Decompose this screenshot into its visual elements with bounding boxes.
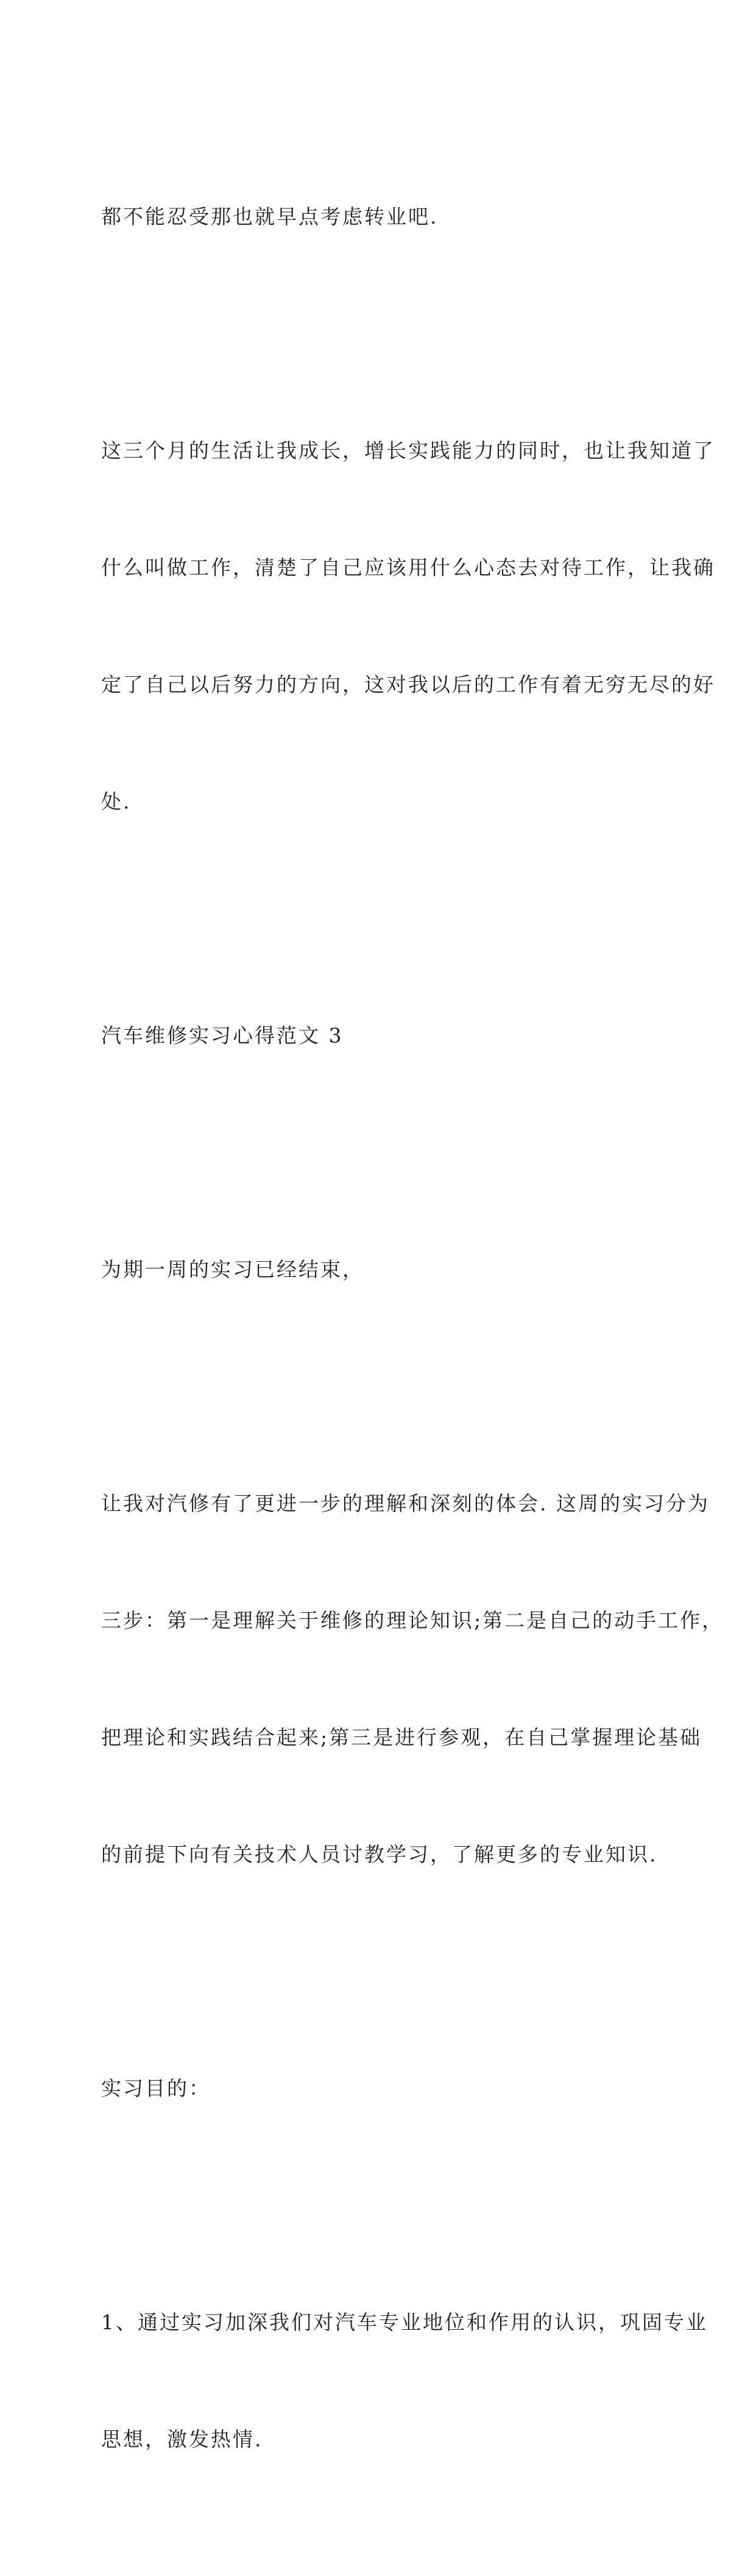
list-item-purpose-1 (101, 2225, 708, 2537)
text-line: 定了自己以后努力的方向，这对我以后的工作有着无穷无尽的好 (101, 673, 715, 696)
text-line: 的前提下向有关技术人员讨教学习，了解更多的专业知识. (101, 1842, 658, 1866)
text-line: 处. (101, 790, 132, 813)
section-heading (101, 938, 662, 1133)
section-title: 汽车维修实习心得范文 3 (101, 1024, 344, 1047)
subheading-purpose (101, 1991, 662, 2186)
text-line: 把理论和实践结合起来;第三是进行参观，在自己掌握理论基础 (101, 1725, 702, 1749)
text-line: 思想，激发热情. (101, 2427, 263, 2451)
paragraph-transfer-note (101, 119, 662, 314)
document-body (101, 119, 724, 2576)
text-line: 都不能忍受那也就早点考虑转业吧. (101, 205, 439, 228)
paragraph-internship-ended (101, 1172, 662, 1367)
paragraph-internship-steps (101, 1406, 724, 1952)
text-line: 为期一周的实习已经结束， (101, 1258, 364, 1281)
paragraph-three-months-growth (101, 353, 715, 899)
text-line: 什么叫做工作，清楚了自己应该用什么心态去对待工作，让我确 (101, 556, 715, 579)
subheading-text: 实习目的： (101, 2076, 211, 2100)
text-line: 1、通过实习加深我们对汽车专业地位和作用的认识，巩固专业 (101, 2310, 708, 2334)
text-line: 让我对汽修有了更进一步的理解和深刻的体会. 这周的实习分为 (101, 1491, 710, 1515)
text-line: 三步：第一是理解关于维修的理论知识;第二是自己的动手工作， (101, 1608, 724, 1632)
text-line: 这三个月的生活让我成长，增长实践能力的同时，也让我知道了 (101, 439, 715, 462)
